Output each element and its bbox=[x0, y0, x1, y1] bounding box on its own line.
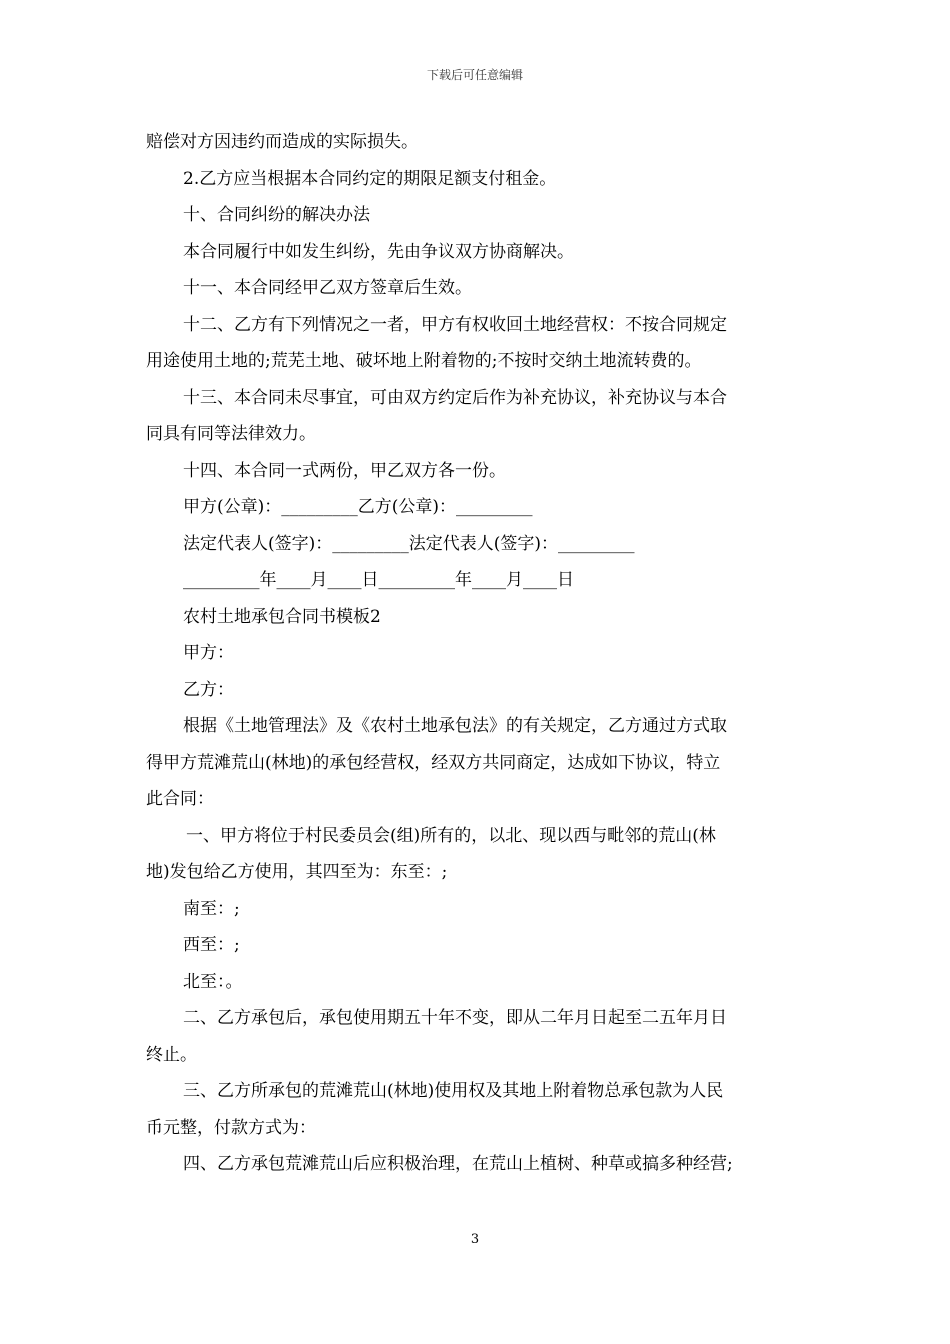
paragraph-line: 2.乙方应当根据本合同约定的期限足额支付租金。 bbox=[183, 168, 557, 189]
section-heading: 十、合同纠纷的解决办法 bbox=[183, 205, 370, 225]
paragraph-line: 二、乙方承包后，承包使用期五十年不变，即从二年月日起至二五年月日 bbox=[183, 1008, 727, 1028]
party-b-line: 乙方： bbox=[183, 679, 234, 700]
paragraph-line: 同具有同等法律效力。 bbox=[146, 424, 316, 444]
document-body bbox=[146, 124, 814, 1183]
boundary-west: 西至：; bbox=[183, 935, 240, 955]
paragraph-line: 地)发包给乙方使用，其四至为：东至：; bbox=[146, 862, 448, 882]
paragraph-line: 三、乙方所承包的荒滩荒山(林地)使用权及其地上附着物总承包款为人民 bbox=[183, 1081, 724, 1101]
paragraph-line: 赔偿对方因违约而造成的实际损失。 bbox=[146, 132, 418, 152]
page-number: 3 bbox=[470, 1232, 480, 1247]
page-header-note: 下载后可任意编辑 bbox=[426, 68, 523, 82]
paragraph-line: 得甲方荒滩荒山(林地)的承包经营权，经双方共同商定，达成如下协议，特立 bbox=[146, 752, 721, 773]
paragraph-line: 十一、本合同经甲乙双方签章后生效。 bbox=[183, 278, 472, 298]
paragraph-line: 终止。 bbox=[146, 1044, 197, 1065]
paragraph-line: 此合同： bbox=[146, 789, 214, 809]
paragraph-line: 用途使用土地的;荒芜土地、破坏地上附着物的;不按时交纳土地流转费的。 bbox=[146, 351, 702, 371]
signature-line: 甲方(公章)：_________乙方(公章)：_________ bbox=[183, 497, 533, 517]
party-a-line: 甲方： bbox=[183, 643, 234, 663]
boundary-south: 南至：; bbox=[183, 898, 240, 919]
paragraph-line: 根据《土地管理法》及《农村土地承包法》的有关规定，乙方通过方式取 bbox=[183, 716, 727, 736]
signature-line: 法定代表人(签字)：_________法定代表人(签字)：_________ bbox=[183, 533, 635, 554]
boundary-north: 北至：。 bbox=[183, 971, 243, 992]
paragraph-line: 十三、本合同未尽事宜，可由双方约定后作为补充协议，补充协议与本合 bbox=[183, 387, 727, 408]
paragraph-line: 十二、乙方有下列情况之一者，甲方有权收回土地经营权：不按合同规定 bbox=[183, 314, 727, 335]
paragraph-line: 币元整，付款方式为： bbox=[146, 1117, 316, 1138]
paragraph-line: 一、甲方将位于村民委员会(组)所有的，以北、现以西与毗邻的荒山(林 bbox=[186, 825, 716, 846]
paragraph-line: 四、乙方承包荒滩荒山后应积极治理，在荒山上植树、种草或搞多种经营; bbox=[183, 1154, 733, 1174]
paragraph-line: 十四、本合同一式两份，甲乙双方各一份。 bbox=[183, 460, 506, 481]
date-line: _________年____月____日_________年____月____日 bbox=[183, 570, 574, 590]
section-title: 农村土地承包合同书模板2 bbox=[183, 606, 381, 627]
paragraph-line: 本合同履行中如发生纠纷，先由争议双方协商解决。 bbox=[183, 241, 574, 262]
